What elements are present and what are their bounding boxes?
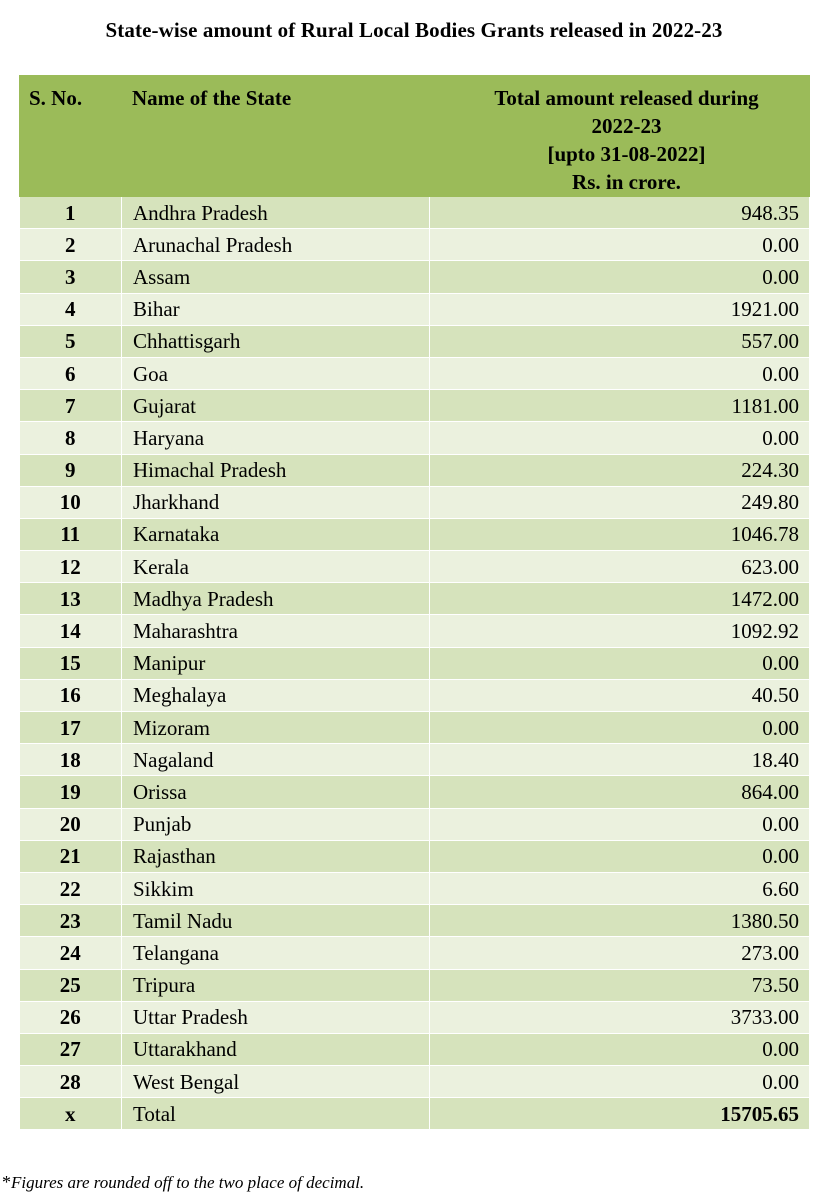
table-row: [20, 776, 810, 808]
cell-amount: 0.00: [430, 357, 810, 389]
cell-sno: 21: [20, 840, 122, 872]
cell-sno: 22: [20, 872, 122, 904]
cell-amount: 948.35: [430, 197, 810, 229]
cell-state-name: Uttar Pradesh: [122, 1001, 430, 1033]
cell-state-name: Kerala: [122, 551, 430, 583]
cell-state-name: Meghalaya: [122, 679, 430, 711]
total-row: [20, 1098, 810, 1130]
cell-amount: 1181.00: [430, 390, 810, 422]
cell-state-name: Chhattisgarh: [122, 325, 430, 357]
table-header-row: [20, 76, 810, 197]
table-row: [20, 551, 810, 583]
table-row: [20, 518, 810, 550]
cell-amount: 273.00: [430, 937, 810, 969]
cell-state-name: Orissa: [122, 776, 430, 808]
table-row: [20, 647, 810, 679]
cell-state-name: Total: [122, 1098, 430, 1130]
cell-state-name: Assam: [122, 261, 430, 293]
footnote: [2, 1172, 364, 1193]
cell-state-name: Nagaland: [122, 744, 430, 776]
header-total-amount: [430, 76, 810, 197]
cell-sno: 12: [20, 551, 122, 583]
cell-state-name: Mizoram: [122, 712, 430, 744]
cell-amount: 1921.00: [430, 293, 810, 325]
cell-sno: 24: [20, 937, 122, 969]
cell-sno: 16: [20, 679, 122, 711]
table-row: [20, 840, 810, 872]
cell-state-name: Goa: [122, 357, 430, 389]
cell-amount: 0.00: [430, 1066, 810, 1098]
cell-amount: 0.00: [430, 712, 810, 744]
header-amount-line: Rs. in crore.: [572, 170, 681, 194]
table-row: [20, 679, 810, 711]
cell-state-name: Himachal Pradesh: [122, 454, 430, 486]
table-row: [20, 261, 810, 293]
table-row: [20, 937, 810, 969]
cell-state-name: Bihar: [122, 293, 430, 325]
cell-state-name: Karnataka: [122, 518, 430, 550]
table-row: [20, 197, 810, 229]
table-body: [20, 197, 810, 1130]
cell-sno: 7: [20, 390, 122, 422]
grants-table: [19, 75, 810, 1130]
table-row: [20, 325, 810, 357]
table-row: [20, 905, 810, 937]
header-amount-line: Total amount released during: [494, 86, 759, 110]
header-amount-line: [upto 31-08-2022]: [547, 142, 706, 166]
cell-state-name: Madhya Pradesh: [122, 583, 430, 615]
cell-sno: 19: [20, 776, 122, 808]
table-row: [20, 486, 810, 518]
table-row: [20, 1001, 810, 1033]
cell-amount: 0.00: [430, 229, 810, 261]
cell-sno: x: [20, 1098, 122, 1130]
table-row: [20, 422, 810, 454]
cell-sno: 8: [20, 422, 122, 454]
header-sno: S. No.: [20, 76, 122, 197]
cell-sno: 4: [20, 293, 122, 325]
cell-sno: 20: [20, 808, 122, 840]
cell-amount: 0.00: [430, 422, 810, 454]
cell-sno: 13: [20, 583, 122, 615]
cell-sno: 17: [20, 712, 122, 744]
cell-sno: 1: [20, 197, 122, 229]
cell-state-name: Andhra Pradesh: [122, 197, 430, 229]
cell-amount: 1472.00: [430, 583, 810, 615]
cell-amount: 0.00: [430, 1033, 810, 1065]
cell-sno: 2: [20, 229, 122, 261]
cell-sno: 14: [20, 615, 122, 647]
cell-amount: 6.60: [430, 872, 810, 904]
cell-amount: 0.00: [430, 261, 810, 293]
cell-amount: 0.00: [430, 840, 810, 872]
table-row: [20, 969, 810, 1001]
cell-sno: 11: [20, 518, 122, 550]
cell-amount: 3733.00: [430, 1001, 810, 1033]
header-amount-line: 2022-23: [591, 114, 662, 138]
table-row: [20, 454, 810, 486]
cell-state-name: Telangana: [122, 937, 430, 969]
cell-state-name: Sikkim: [122, 872, 430, 904]
footnote-text: Figures are rounded off to the two place of decimal.: [11, 1173, 365, 1192]
cell-amount: 73.50: [430, 969, 810, 1001]
header-state-name: Name of the State: [122, 76, 430, 197]
cell-sno: 25: [20, 969, 122, 1001]
cell-state-name: Arunachal Pradesh: [122, 229, 430, 261]
cell-state-name: Manipur: [122, 647, 430, 679]
cell-sno: 5: [20, 325, 122, 357]
table-row: [20, 293, 810, 325]
cell-state-name: Tripura: [122, 969, 430, 1001]
cell-amount: 1092.92: [430, 615, 810, 647]
cell-sno: 28: [20, 1066, 122, 1098]
cell-amount: 0.00: [430, 647, 810, 679]
cell-sno: 9: [20, 454, 122, 486]
cell-sno: 3: [20, 261, 122, 293]
cell-state-name: Rajasthan: [122, 840, 430, 872]
cell-amount: 1380.50: [430, 905, 810, 937]
cell-sno: 27: [20, 1033, 122, 1065]
cell-state-name: Gujarat: [122, 390, 430, 422]
cell-amount: 40.50: [430, 679, 810, 711]
cell-state-name: Punjab: [122, 808, 430, 840]
table-row: [20, 390, 810, 422]
cell-amount: 864.00: [430, 776, 810, 808]
footnote-asterisk: *: [2, 1172, 11, 1192]
cell-amount: 224.30: [430, 454, 810, 486]
cell-state-name: West Bengal: [122, 1066, 430, 1098]
table-row: [20, 1033, 810, 1065]
table-row: [20, 712, 810, 744]
cell-sno: 15: [20, 647, 122, 679]
cell-amount: 1046.78: [430, 518, 810, 550]
cell-sno: 18: [20, 744, 122, 776]
cell-state-name: Haryana: [122, 422, 430, 454]
table-row: [20, 357, 810, 389]
page-title: State-wise amount of Rural Local Bodies Grants released in 2022-23: [105, 18, 723, 42]
cell-state-name: Jharkhand: [122, 486, 430, 518]
table-row: [20, 872, 810, 904]
cell-amount: 15705.65: [430, 1098, 810, 1130]
table-row: [20, 1066, 810, 1098]
cell-amount: 249.80: [430, 486, 810, 518]
cell-state-name: Maharashtra: [122, 615, 430, 647]
cell-amount: 18.40: [430, 744, 810, 776]
table-row: [20, 808, 810, 840]
cell-amount: 623.00: [430, 551, 810, 583]
cell-state-name: Tamil Nadu: [122, 905, 430, 937]
cell-sno: 26: [20, 1001, 122, 1033]
table-row: [20, 615, 810, 647]
cell-state-name: Uttarakhand: [122, 1033, 430, 1065]
table-row: [20, 744, 810, 776]
cell-amount: 557.00: [430, 325, 810, 357]
cell-amount: 0.00: [430, 808, 810, 840]
cell-sno: 23: [20, 905, 122, 937]
table-row: [20, 583, 810, 615]
table-row: [20, 229, 810, 261]
cell-sno: 6: [20, 357, 122, 389]
cell-sno: 10: [20, 486, 122, 518]
